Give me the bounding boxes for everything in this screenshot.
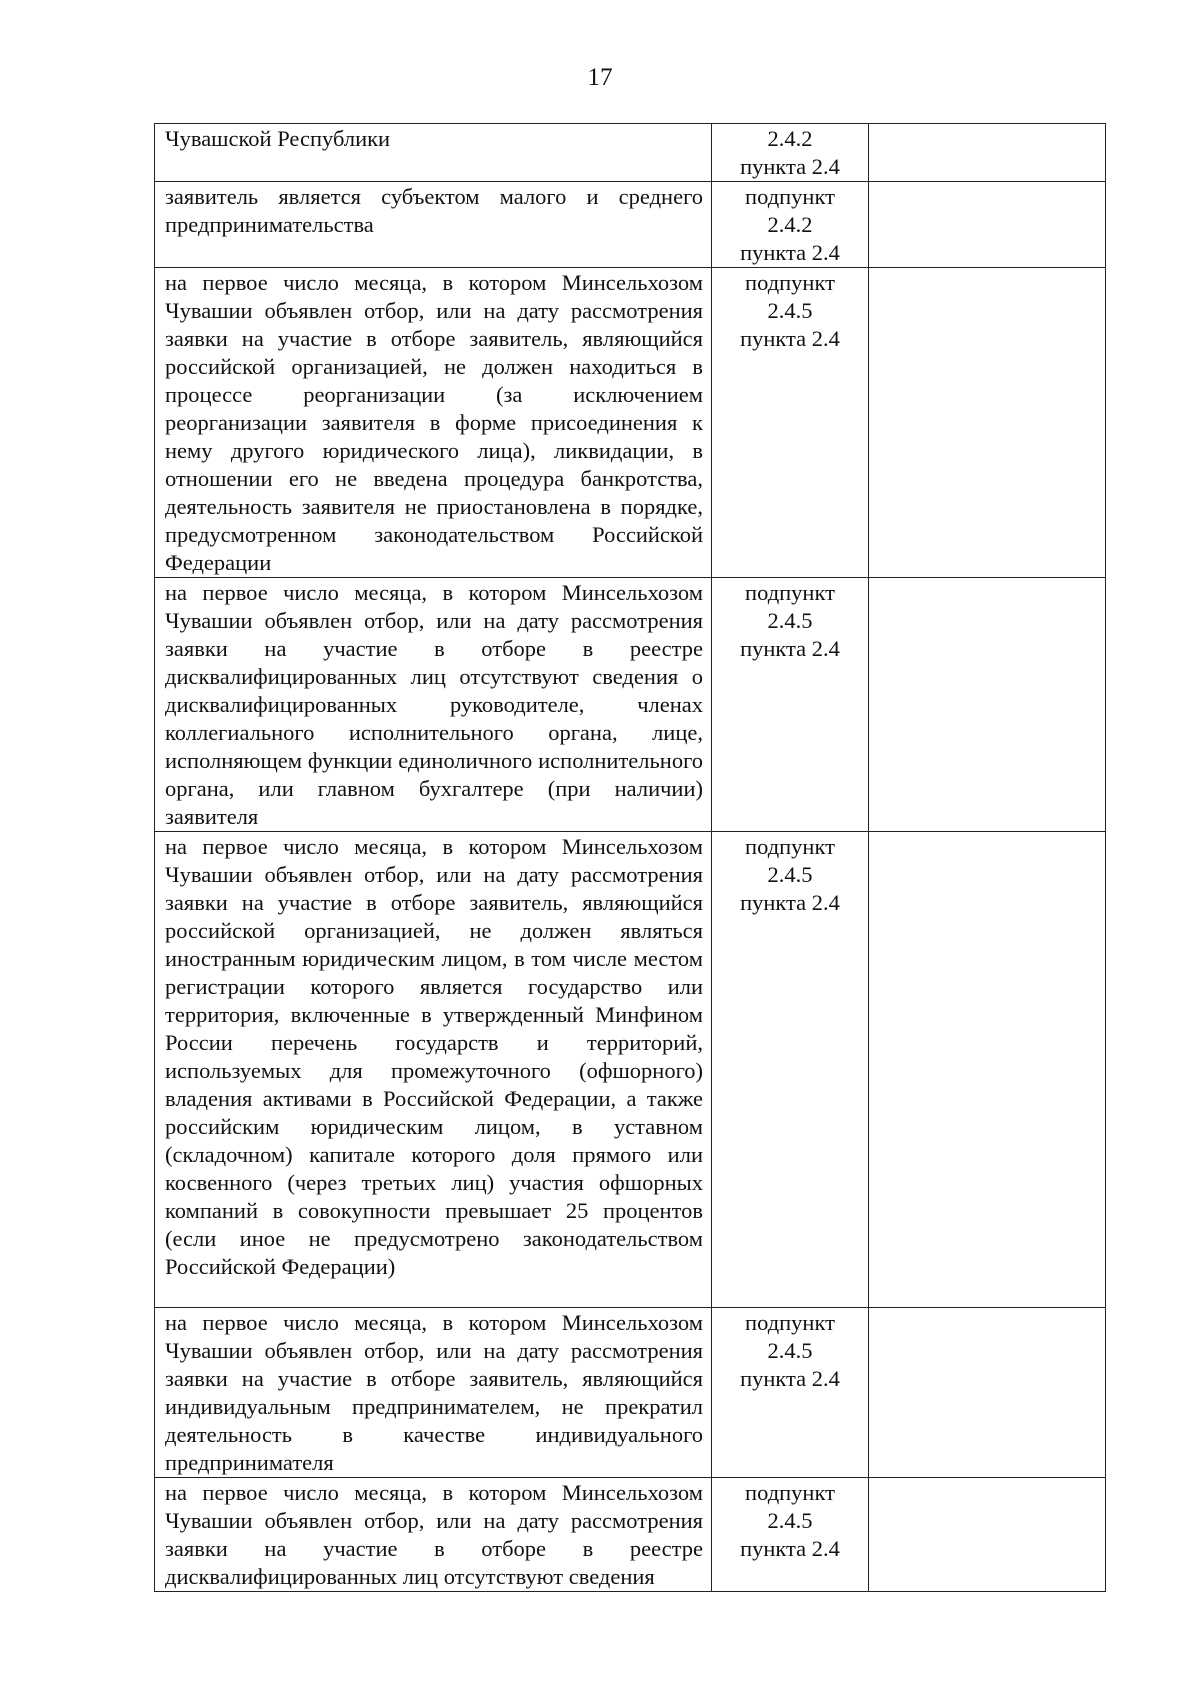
requirement-text: заявитель является субъектом малого и среднего предпринимательства [155,182,712,268]
empty-cell [869,1478,1106,1592]
reference-line: подпункт [745,580,835,605]
reference-line: подпункт [745,1310,835,1335]
reference-cell [712,182,869,268]
reference-cell [712,1478,869,1592]
empty-cell [869,1308,1106,1478]
reference-line: пункта 2.4 [740,890,840,915]
reference-cell [712,1308,869,1478]
requirement-text: на первое число месяца, в котором Минсельхозом Чувашии объявлен отбор, или на дату рассмотрения заявки на участие в отборе заявитель, являющийся индивидуальным предпринимателем, не прекратил деятельность в качестве индивидуального предпринимателя [155,1308,712,1478]
reference-line: пункта 2.4 [740,240,840,265]
reference-line: 2.4.5 [767,298,813,323]
reference-line: 2.4.5 [767,1338,813,1363]
reference-line: пункта 2.4 [740,1366,840,1391]
reference-cell [712,268,869,578]
reference-line: пункта 2.4 [740,636,840,661]
reference-line: подпункт [745,834,835,859]
reference-line: подпункт [745,270,835,295]
requirement-text: на первое число месяца, в котором Минсельхозом Чувашии объявлен отбор, или на дату рассмотрения заявки на участие в отборе в реестре дисквалифицированных лиц отсутствуют сведения [155,1478,712,1592]
reference-line: подпункт [745,184,835,209]
table-row [155,268,1106,578]
table-row [155,578,1106,832]
requirement-text: на первое число месяца, в котором Минсельхозом Чувашии объявлен отбор, или на дату рассмотрения заявки на участие в отборе заявитель, являющийся российской организацией, не должен находиться в процессе реорганизации (за исключением реорганизации заявителя в форме присоединения к нему другого юридического лица), ликвидации, в отношении его не введена процедура банкротства, деятельность заявителя не приостановлена в порядке, предусмотренном законодательством Российской Федерации [155,268,712,578]
requirement-text: Чувашской Республики [155,124,712,182]
reference-line: пункта 2.4 [740,1536,840,1561]
reference-line: пункта 2.4 [740,326,840,351]
reference-cell [712,124,869,182]
requirement-text: на первое число месяца, в котором Минсельхозом Чувашии объявлен отбор, или на дату рассмотрения заявки на участие в отборе в реестре дисквалифицированных лиц отсутствуют сведения о дисквалифицированных руководителе, членах коллегиального исполнительного органа, лице, исполняющем функции единоличного исполнительного органа, или главном бухгалтере (при наличии) заявителя [155,578,712,832]
table-row [155,1308,1106,1478]
reference-line: 2.4.5 [767,1508,813,1533]
table-row [155,1478,1106,1592]
reference-cell [712,578,869,832]
page-number: 17 [587,64,613,91]
table-row [155,182,1106,268]
reference-line: подпункт [745,1480,835,1505]
empty-cell [869,832,1106,1308]
requirement-text: на первое число месяца, в котором Минсельхозом Чувашии объявлен отбор, или на дату рассмотрения заявки на участие в отборе заявитель, являющийся российской организацией, не должен являться иностранным юридическим лицом, в том числе местом регистрации которого является государство или территория, включенные в утвержденный Минфином России перечень государств и территорий, используемых для промежуточного (офшорного) владения активами в Российской Федерации, а также российским юридическим лицом, в уставном (складочном) капитале которого доля прямого или косвенного (через третьих лиц) участия офшорных компаний в совокупности превышает 25 процентов (если иное не предусмотрено законодательством Российской Федерации) [155,832,712,1308]
reference-cell [712,832,869,1308]
empty-cell [869,182,1106,268]
reference-line: пункта 2.4 [740,154,840,179]
reference-line: 2.4.5 [767,862,813,887]
empty-cell [869,268,1106,578]
table-row [155,832,1106,1308]
reference-line: 2.4.2 [767,126,813,151]
empty-cell [869,124,1106,182]
reference-line: 2.4.2 [767,212,813,237]
reference-line: 2.4.5 [767,608,813,633]
requirements-table [154,123,1106,1592]
table-row [155,124,1106,182]
empty-cell [869,578,1106,832]
